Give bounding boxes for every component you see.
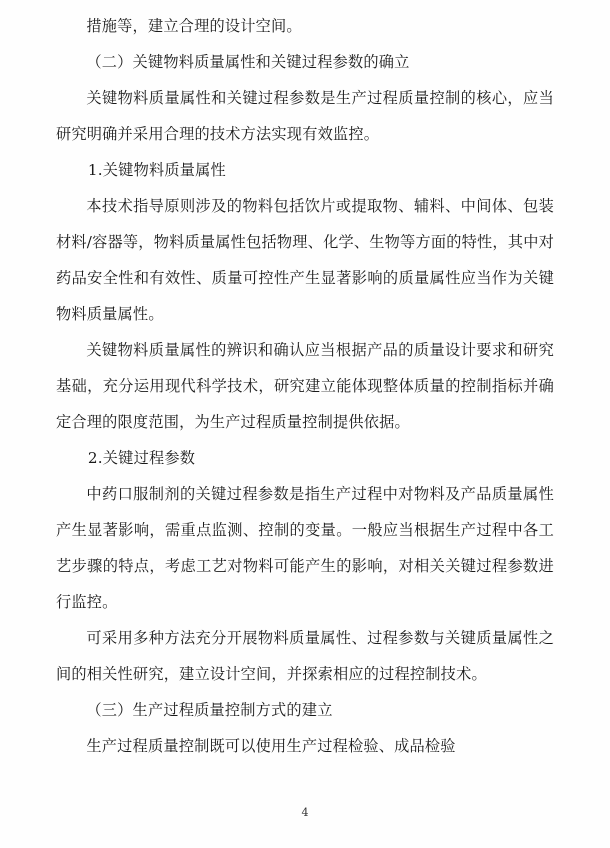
paragraph: 生产过程质量控制既可以使用生产过程检验、成品检验	[86, 737, 456, 755]
paragraph: 可采用多种方法充分开展物料质量属性、过程参数与关键质量属性之间的相关性研究，建立设计空间，并探索相应的过程控制技术。	[56, 629, 554, 683]
paragraph: 本技术指导原则涉及的物料包括饮片或提取物、辅料、中间体、包装材料/容器等，物料质量属性包括物理、化学、生物等方面的特性，其中对药品安全性和有效性、质量可控性产生显著影响的质量属性应当作为关键物料质量属性。	[56, 197, 554, 323]
section-heading: （二）关键物料质量属性和关键过程参数的确立	[86, 53, 410, 71]
section-heading: （三）生产过程质量控制方式的建立	[86, 701, 333, 719]
paragraph: 关键物料质量属性的辨识和确认应当根据产品的质量设计要求和研究基础，充分运用现代科学技术，研究建立能体现整体质量的控制指标并确定合理的限度范围，为生产过程质量控制提供依据。	[56, 341, 554, 431]
subsection-heading: 2.关键过程参数	[87, 449, 196, 467]
paragraph: 中药口服制剂的关键过程参数是指生产过程中对物料及产品质量属性产生显著影响，需重点监测、控制的变量。一般应当根据生产过程中各工艺步骤的特点，考虑工艺对物料可能产生的影响，对相关关键过程参数进行监控。	[56, 485, 554, 611]
document-body	[56, 8, 554, 764]
page-number: 4	[301, 806, 309, 819]
paragraph: 关键物料质量属性和关键过程参数是生产过程质量控制的核心，应当研究明确并采用合理的技术方法实现有效监控。	[56, 89, 554, 143]
subsection-heading: 1.关键物料质量属性	[87, 161, 226, 179]
paragraph: 措施等，建立合理的设计空间。	[86, 17, 302, 35]
